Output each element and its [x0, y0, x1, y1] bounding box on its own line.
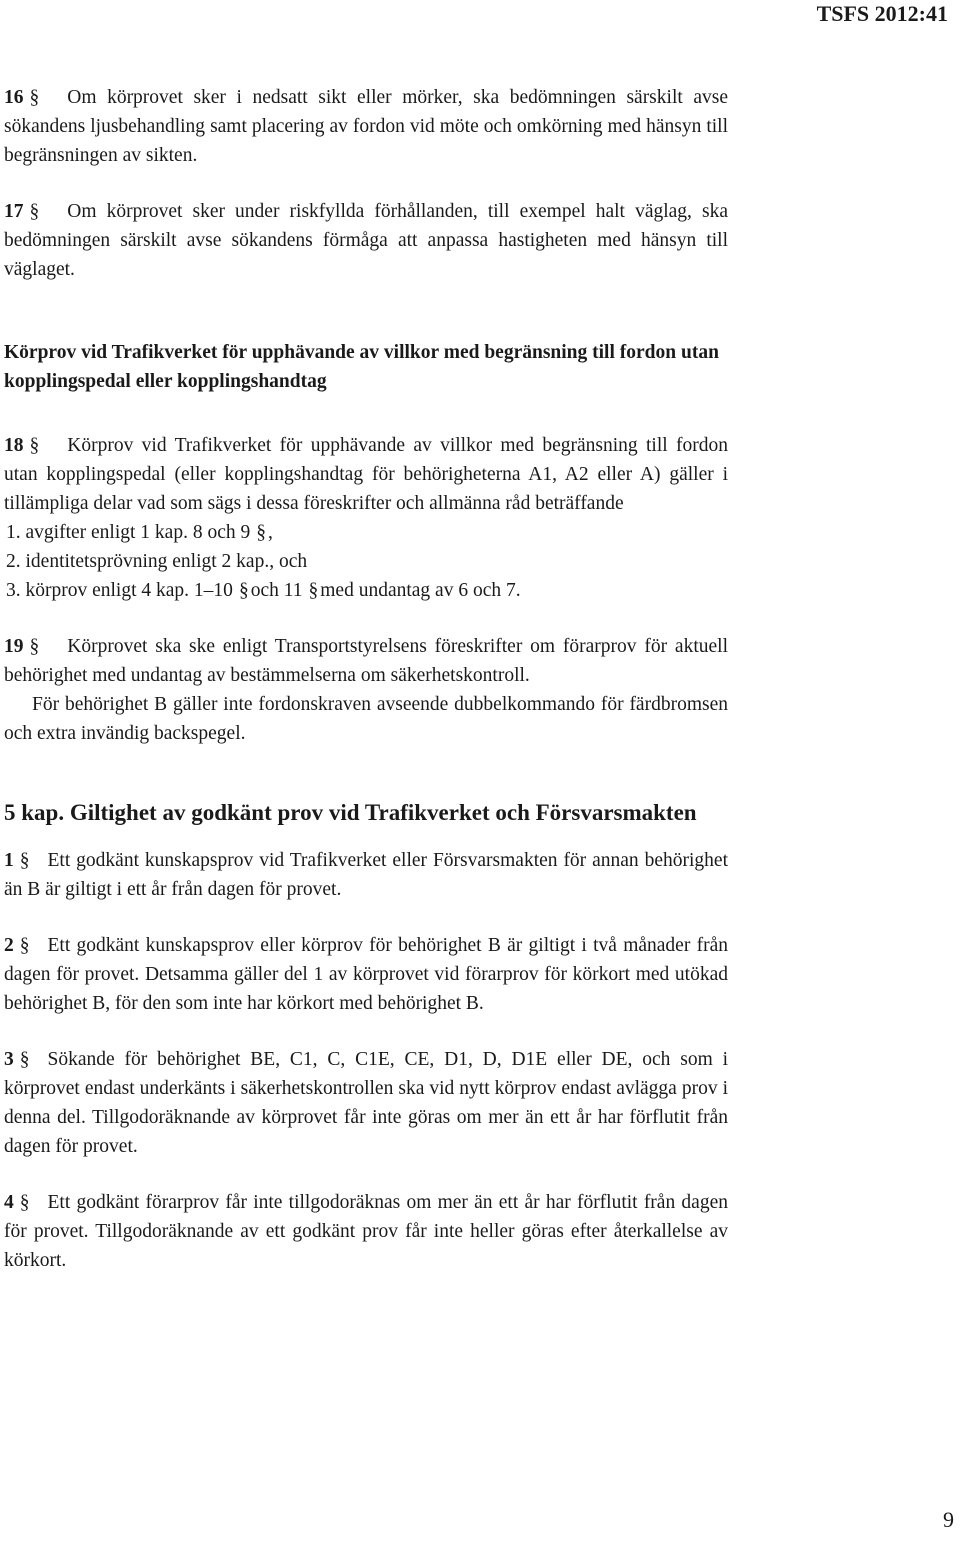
- list-item-text: och 11: [250, 580, 303, 601]
- paragraph-number: 18: [4, 435, 24, 456]
- section-symbol: §: [19, 1192, 30, 1213]
- list-item-text: ,: [267, 522, 273, 543]
- paragraph-number: 19: [4, 636, 24, 657]
- list-item-text: 2. identitetsprövning enligt 2 kap., och: [6, 551, 308, 572]
- section-symbol: §: [256, 522, 266, 543]
- section-symbol: §: [238, 580, 249, 601]
- paragraph-5-4: [4, 1188, 728, 1275]
- paragraph-16: [4, 83, 728, 170]
- paragraph-number: 2: [4, 935, 14, 956]
- section-symbol: §: [29, 636, 40, 657]
- paragraph-number: 3: [4, 1049, 14, 1070]
- paragraph-number: 4: [4, 1192, 14, 1213]
- section-symbol: §: [29, 201, 40, 222]
- paragraph-text: Körprov vid Trafikverket för upphävande av villkor med begränsning till fordon utan kopplingspedal (eller kopplingshandtag för behörigheterna A1, A2 eller A) gäller i tillämpliga delar vad som sägs i dessa föreskrifter och allmänna råd beträffande: [4, 435, 728, 514]
- paragraph-19: [4, 632, 728, 690]
- paragraph-5-2: [4, 931, 728, 1018]
- section-symbol: §: [19, 935, 30, 956]
- section-subheading: Körprov vid Trafikverket för upphävande av villkor med begränsning till fordon utan kopplingspedal eller kopplingshandtag: [4, 342, 719, 392]
- paragraph-number: 16: [4, 87, 24, 108]
- list-item: [6, 547, 728, 576]
- paragraph-number: 1: [4, 850, 14, 871]
- paragraph-text: Om körprovet sker i nedsatt sikt eller mörker, ska bedömningen särskilt avse sökandens ljusbehandling samt placering av fordon vid möte och omkörning med hänsyn till begränsningen av sikten.: [4, 87, 728, 166]
- paragraph-number: 17: [4, 201, 24, 222]
- document-body: [4, 83, 728, 1275]
- list-item: [6, 518, 728, 547]
- paragraph-5-1: [4, 846, 728, 904]
- paragraph-text: Ett godkänt kunskapsprov vid Trafikverket eller Försvarsmakten för annan behörighet än B är giltigt i ett år från dagen för provet.: [4, 850, 728, 900]
- paragraph-18: [4, 431, 728, 518]
- section-symbol: §: [29, 87, 40, 108]
- paragraph-text: Ett godkänt kunskapsprov eller körprov för behörighet B är giltigt i två månader från dagen för provet. Detsamma gäller del 1 av körprovet vid förarprov för körkort med utökad behörighet B, för den som inte har körkort med behörighet B.: [4, 935, 728, 1014]
- section-symbol: §: [19, 1049, 30, 1070]
- list-item: [6, 576, 728, 605]
- list-item-text: 3. körprov enligt 4 kap. 1–10: [6, 580, 233, 601]
- section-symbol: §: [29, 435, 40, 456]
- section-symbol: §: [308, 580, 319, 601]
- paragraph-text: Körprovet ska ske enligt Transportstyrelsens föreskrifter om förarprov för aktuell behörighet med undantag av bestämmelserna om säkerhetskontroll.: [4, 636, 728, 686]
- paragraph-text: Ett godkänt förarprov får inte tillgodoräknas om mer än ett år har förflutit från dagen för provet. Tillgodoräknande av ett godkänt prov får inte heller göras efter återkallelse av körkort.: [4, 1192, 728, 1271]
- paragraph-19-continued: För behörighet B gäller inte fordonskraven avseende dubbelkommando för färdbromsen och extra invändig backspegel.: [4, 694, 728, 744]
- document-code: TSFS 2012:41: [816, 1, 948, 26]
- paragraph-text: Om körprovet sker under riskfyllda förhållanden, till exempel halt väglag, ska bedömningen särskilt avse sökandens förmåga att anpassa hastigheten med hänsyn till väglaget.: [4, 201, 728, 280]
- paragraph-5-3: [4, 1045, 728, 1161]
- chapter-heading: 5 kap. Giltighet av godkänt prov vid Trafikverket och Försvarsmakten: [4, 800, 697, 825]
- paragraph-text: Sökande för behörighet BE, C1, C, C1E, CE, D1, D, D1E eller DE, och som i körprovet endast underkänts i säkerhetskontrollen ska vid nytt körprov endast avlägga prov i denna del. Tillgodoräknande av körprovet får inte göras om mer än ett år har förflutit från dagen för provet.: [4, 1049, 728, 1157]
- list-item-text: 1. avgifter enligt 1 kap. 8 och 9: [6, 522, 251, 543]
- list-item-text: med undantag av 6 och 7.: [320, 580, 521, 601]
- page-number: 9: [943, 1507, 954, 1532]
- paragraph-17: [4, 197, 728, 284]
- section-symbol: §: [19, 850, 30, 871]
